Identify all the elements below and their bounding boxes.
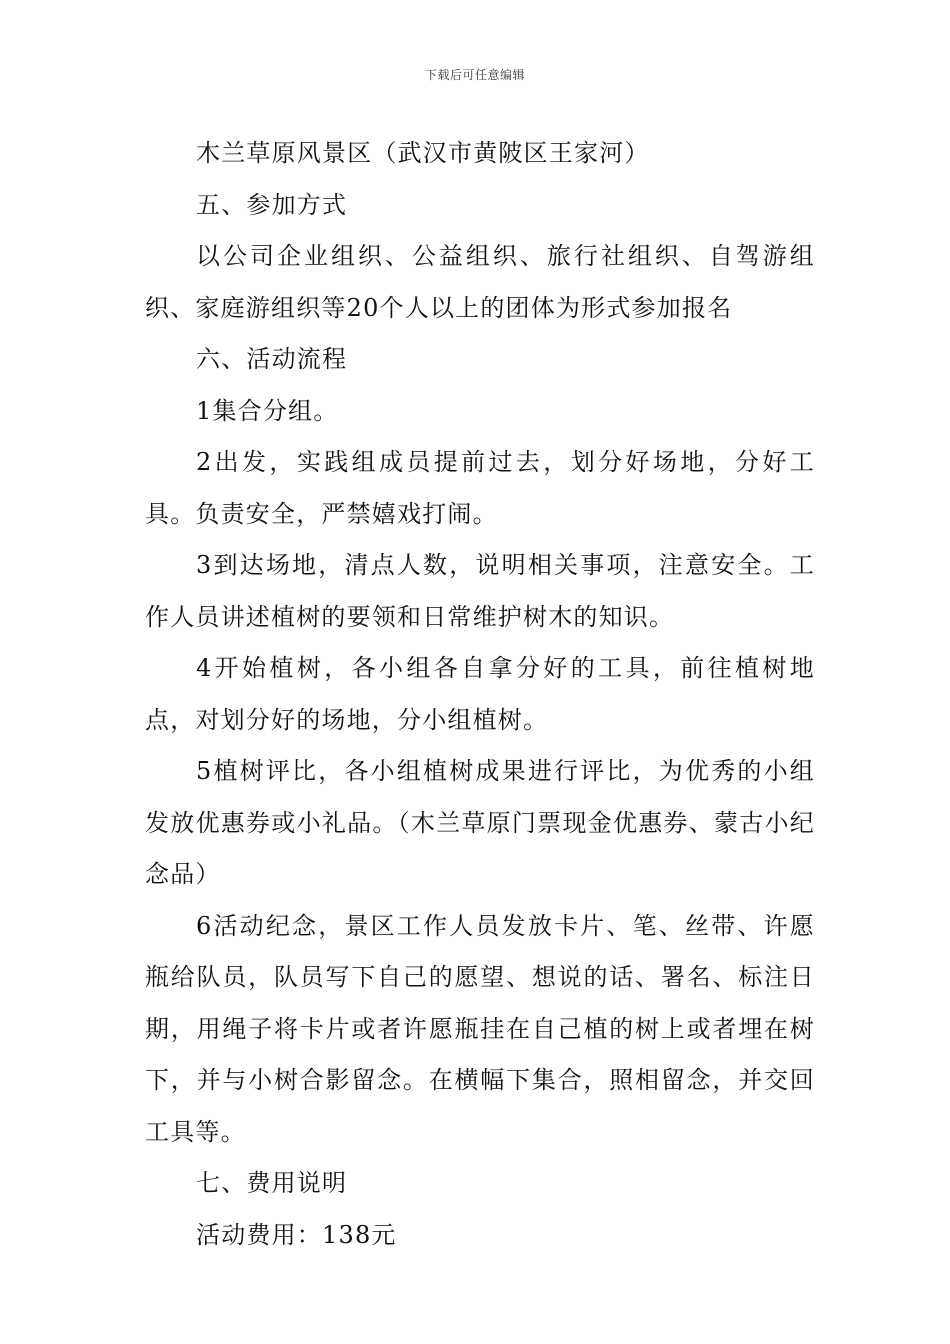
section-heading-fees: 七、费用说明	[196, 1169, 348, 1197]
process-step-1: 1集合分组。	[196, 396, 339, 425]
document-body	[145, 128, 815, 1261]
section-heading-process: 六、活动流程	[196, 345, 348, 373]
paragraph-participation: 以公司企业组织、公益组织、旅行社组织、自驾游组织、家庭游组织等20个人以上的团体为形式参加报名	[145, 242, 815, 322]
process-step-5: 5植树评比，各小组植树成果进行评比，为优秀的小组发放优惠券或小礼品。（木兰草原门票现金优惠券、蒙古小纪念品）	[145, 757, 815, 888]
paragraph-location: 木兰草原风景区（武汉市黄陂区王家河）	[196, 139, 650, 167]
paragraph-fee-amount: 活动费用：138元	[196, 1220, 397, 1249]
process-step-6: 6活动纪念，景区工作人员发放卡片、笔、丝带、许愿瓶给队员，队员写下自己的愿望、想说的话、署名、标注日期，用绳子将卡片或者许愿瓶挂在自己植的树上或者埋在树下，并与小树合影留念。在横幅下集合，照相留念，并交回工具等。	[145, 911, 815, 1146]
process-step-3: 3到达场地，清点人数，说明相关事项，注意安全。工作人员讲述植树的要领和日常维护树木的知识。	[145, 551, 815, 631]
process-step-2: 2出发，实践组成员提前过去，划分好场地，分好工具。负责安全，严禁嬉戏打闹。	[145, 448, 815, 528]
section-heading-participation: 五、参加方式	[196, 190, 348, 219]
page-header: 下载后可任意编辑	[424, 68, 525, 82]
process-step-4: 4开始植树，各小组各自拿分好的工具，前往植树地点，对划分好的场地，分小组植树。	[145, 654, 815, 734]
